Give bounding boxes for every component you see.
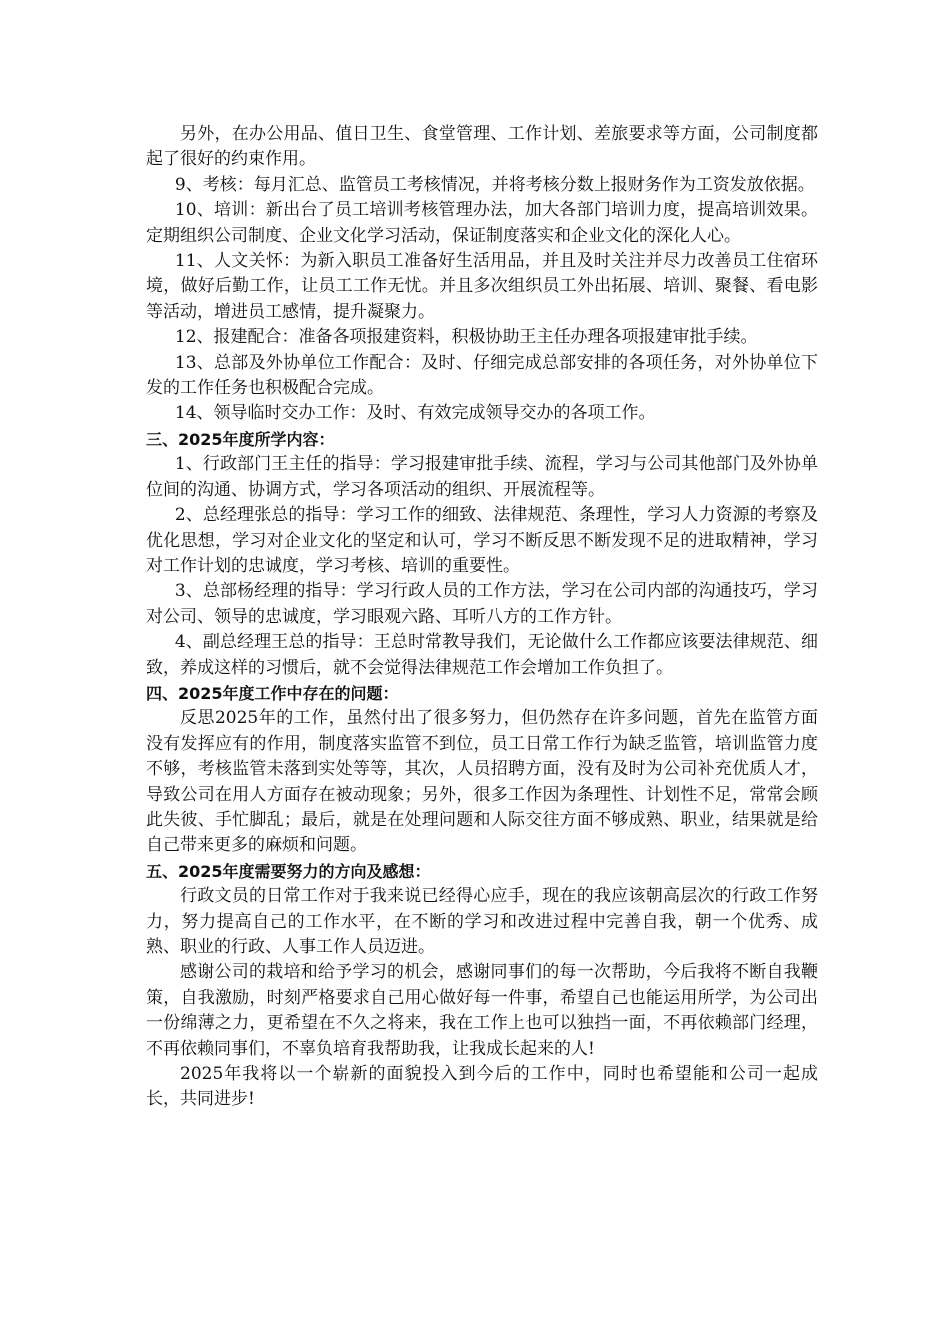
paragraph-learning-4: 4、副总经理王总的指导：王总时常教导我们，无论做什么工作都应该要法律规范、细致，养成这样的习惯后，就不会觉得法律规范工作会增加工作负担了。 [146, 632, 818, 678]
paragraph-learning-1: 1、行政部门王主任的指导：学习报建审批手续、流程，学习与公司其他部门及外协单位间的沟通、协调方式，学习各项活动的组织、开展流程等。 [146, 454, 818, 500]
paragraph-learning-3: 3、总部杨经理的指导：学习行政人员的工作方法，学习在公司内部的沟通技巧，学习对公司、领导的忠诚度，学习眼观六路、耳听八方的工作方针。 [146, 581, 818, 627]
document-body [146, 122, 818, 1113]
paragraph-problems: 反思2025年的工作，虽然付出了很多努力，但仍然存在许多问题，首先在监管方面没有发挥应有的作用，制度落实监管不到位，员工日常工作行为缺乏监管，培训监管力度不够，考核监管未落到实处等等，其次，人员招聘方面，没有及时为公司补充优质人才，导致公司在用人方面存在被动现象；另外，很多工作因为条理性、计划性不足，常常会顾此失彼、手忙脚乱；最后，就是在处理问题和人际交往方面不够成熟、职业，结果就是给自己带来更多的麻烦和问题。 [146, 708, 818, 856]
paragraph-learning-2: 2、总经理张总的指导：学习工作的细致、法律规范、条理性，学习人力资源的考察及优化思想，学习对企业文化的坚定和认可，学习不断反思不断发现不足的进取精神，学习对工作计划的忠诚度，学习考核、培训的重要性。 [146, 505, 818, 576]
section-heading-5: 五、2025年度需要努力的方向及感想： [146, 861, 431, 881]
paragraph-office-rules: 另外，在办公用品、值日卫生、食堂管理、工作计划、差旅要求等方面，公司制度都起了很好的约束作用。 [146, 124, 818, 170]
paragraph-thanks: 感谢公司的栽培和给予学习的机会，感谢同事们的每一次帮助，今后我将不断自我鞭策，自我激励，时刻严格要求自己用心做好每一件事，希望自己也能运用所学，为公司出一份绵薄之力，更希望在不久之将来，我在工作上也可以独挡一面，不再依赖部门经理，不再依赖同事们，不辜负培育我帮助我，让我成长起来的人! [146, 962, 818, 1059]
paragraph-direction: 行政文员的日常工作对于我来说已经得心应手，现在的我应该朝高层次的行政工作努力，努力提高自己的工作水平，在不断的学习和改进过程中完善自我，朝一个优秀、成熟、职业的行政、人事工作人员迈进。 [146, 886, 818, 957]
paragraph-item-11: 11、人文关怀：为新入职员工准备好生活用品，并且及时关注并尽力改善员工住宿环境，做好后勤工作，让员工工作无忧。并且多次组织员工外出拓展、培训、聚餐、看电影等活动，增进员工感情，提升凝聚力。 [146, 251, 818, 322]
paragraph-item-13: 13、总部及外协单位工作配合：及时、仔细完成总部安排的各项任务，对外协单位下发的工作任务也积极配合完成。 [146, 352, 818, 399]
paragraph-item-14: 14、领导临时交办工作：及时、有效完成领导交办的各项工作。 [174, 403, 656, 424]
section-heading-4: 四、2025年度工作中存在的问题： [146, 683, 399, 703]
paragraph-closing: 2025年我将以一个崭新的面貌投入到今后的工作中，同时也希望能和公司一起成长，共同进步! [146, 1064, 818, 1110]
paragraph-item-10: 10、培训：新出台了员工培训考核管理办法，加大各部门培训力度，提高培训效果。定期组织公司制度、企业文化学习活动，保证制度落实和企业文化的深化人心。 [146, 200, 818, 246]
paragraph-item-9: 9、考核：每月汇总、监管员工考核情况，并将考核分数上报财务作为工资发放依据。 [174, 174, 815, 195]
paragraph-item-12: 12、报建配合：准备各项报建资料，积极协助王主任办理各项报建审批手续。 [174, 327, 758, 348]
section-heading-3: 三、2025年度所学内容： [146, 429, 335, 449]
